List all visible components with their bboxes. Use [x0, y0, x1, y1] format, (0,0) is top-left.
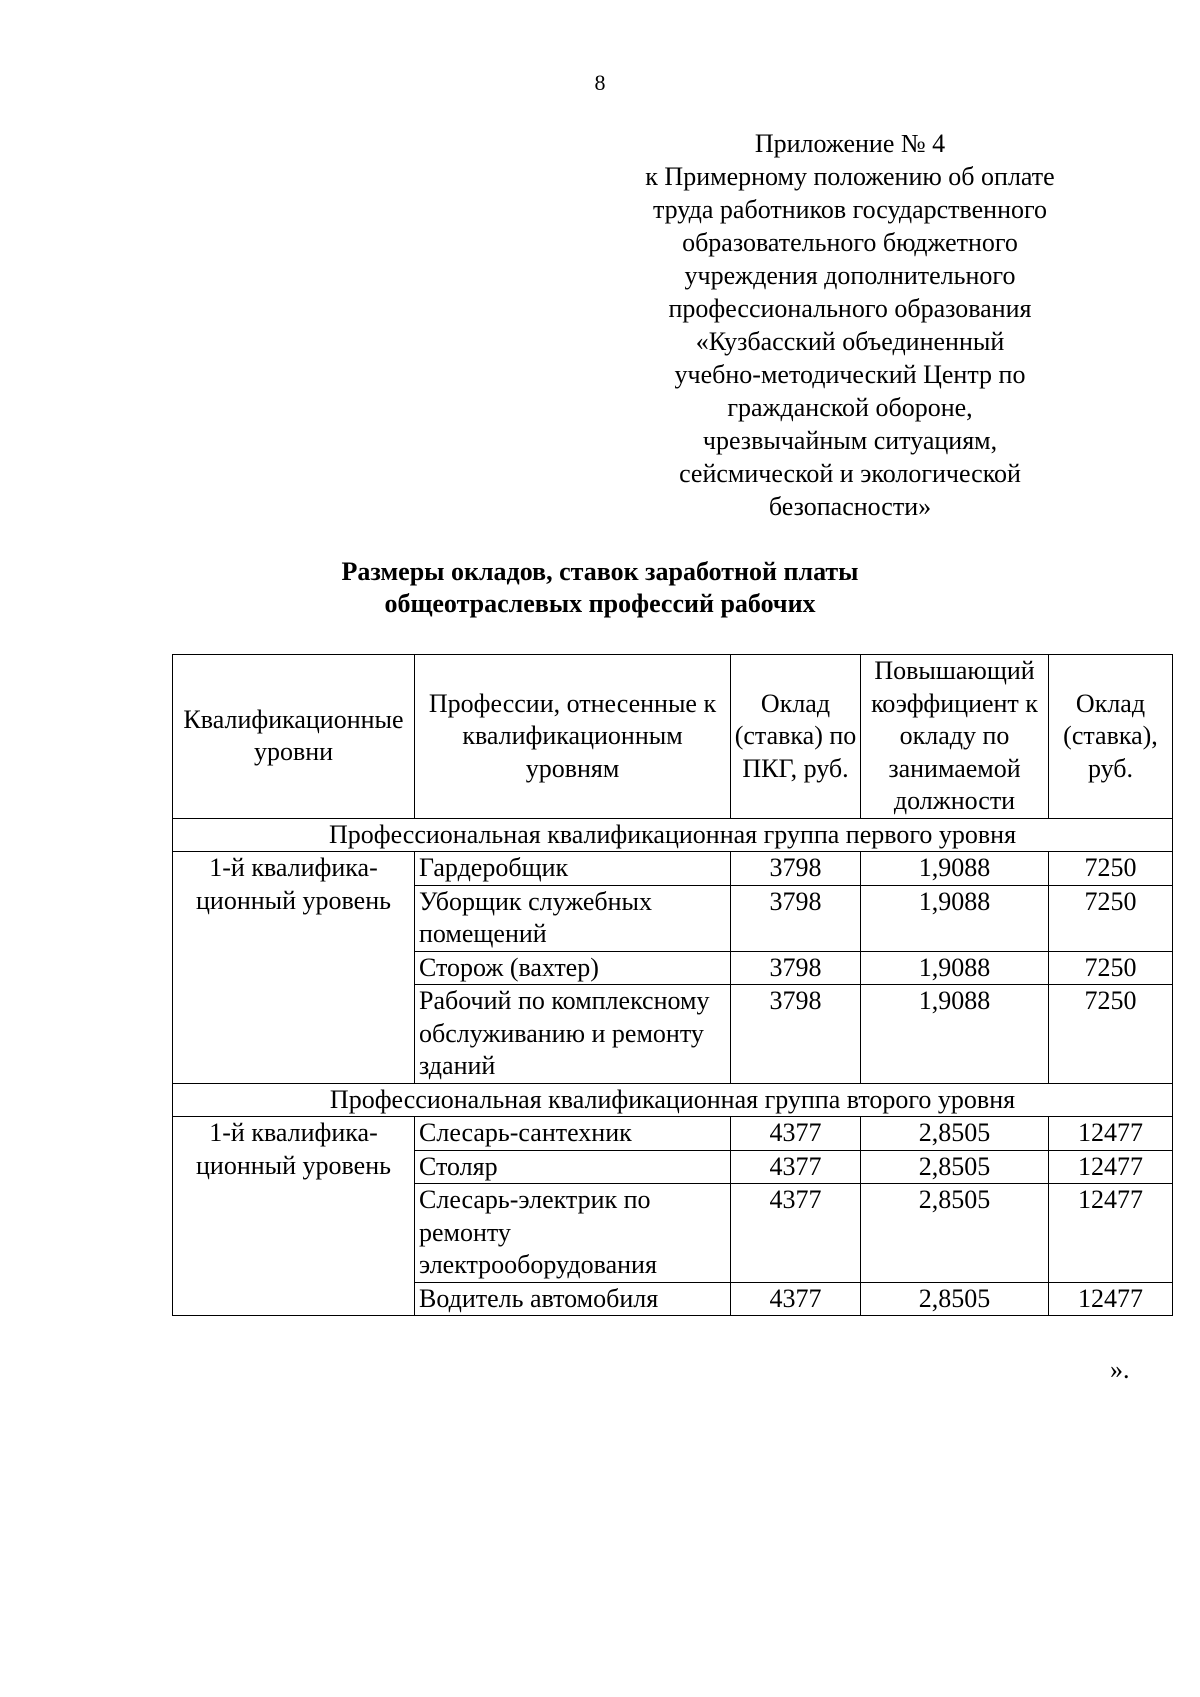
- coefficient-cell: 1,9088: [861, 951, 1049, 985]
- table-header-row: [173, 655, 1173, 819]
- header-professions: Профессии, отнесенные к квалификационным уровням: [415, 655, 731, 819]
- appendix-line: образовательного бюджетного: [682, 228, 1018, 257]
- base-salary-cell: 4377: [731, 1150, 861, 1184]
- appendix-header: [638, 127, 1062, 523]
- appendix-line: Приложение № 4: [754, 129, 946, 158]
- group-title: Профессиональная квалификационная группа первого уровня: [173, 818, 1173, 852]
- coefficient-cell: 2,8505: [861, 1282, 1049, 1316]
- coefficient-cell: 1,9088: [861, 885, 1049, 951]
- page-number: 8: [594, 70, 606, 95]
- group-row: [173, 818, 1173, 852]
- base-salary-cell: 3798: [731, 951, 861, 985]
- base-salary-cell: 3798: [731, 852, 861, 886]
- appendix-line: гражданской обороне,: [727, 393, 973, 422]
- coefficient-cell: 2,8505: [861, 1117, 1049, 1151]
- header-level: Квалификационные уровни: [173, 655, 415, 819]
- base-salary-cell: 4377: [731, 1117, 861, 1151]
- document-title: [0, 556, 1200, 620]
- header-coefficient: Повышающий коэффициент к окладу по занимаемой должности: [861, 655, 1049, 819]
- header-base-salary: Оклад (ставка) по ПКГ, руб.: [731, 655, 861, 819]
- profession-cell: Слесарь-электрик по ремонту электрооборудования: [415, 1184, 731, 1283]
- profession-cell: Уборщик служебных помещений: [415, 885, 731, 951]
- profession-cell: Столяр: [415, 1150, 731, 1184]
- profession-cell: Гардеробщик: [415, 852, 731, 886]
- base-salary-cell: 4377: [731, 1282, 861, 1316]
- appendix-line: сейсмической и экологической: [679, 459, 1021, 488]
- salary-cell: 12477: [1049, 1184, 1173, 1283]
- level-cell: 1-й квалифика-ционный уровень: [173, 852, 415, 1084]
- group-row: [173, 1083, 1173, 1117]
- salary-cell: 7250: [1049, 985, 1173, 1084]
- profession-cell: Рабочий по комплексному обслуживанию и ремонту зданий: [415, 985, 731, 1084]
- salary-cell: 12477: [1049, 1150, 1173, 1184]
- appendix-line: «Кузбасский объединенный: [695, 327, 1005, 356]
- table-row: [173, 852, 1173, 886]
- appendix-line: к Примерному положению об оплате: [645, 162, 1055, 191]
- coefficient-cell: 2,8505: [861, 1150, 1049, 1184]
- profession-cell: Слесарь-сантехник: [415, 1117, 731, 1151]
- base-salary-cell: 3798: [731, 885, 861, 951]
- header-salary: Оклад (ставка), руб.: [1049, 655, 1173, 819]
- coefficient-cell: 1,9088: [861, 852, 1049, 886]
- title-line-1: Размеры окладов, ставок заработной платы: [341, 557, 859, 586]
- group-title: Профессиональная квалификационная группа второго уровня: [173, 1083, 1173, 1117]
- appendix-line: учебно-методический Центр по: [674, 360, 1026, 389]
- appendix-line: труда работников государственного: [652, 195, 1048, 224]
- salary-cell: 7250: [1049, 885, 1173, 951]
- coefficient-cell: 2,8505: [861, 1184, 1049, 1283]
- salary-cell: 12477: [1049, 1282, 1173, 1316]
- salary-table: [172, 654, 1173, 1316]
- profession-cell: Сторож (вахтер): [415, 951, 731, 985]
- salary-cell: 7250: [1049, 951, 1173, 985]
- closing-quote-mark: ».: [1110, 1355, 1130, 1384]
- salary-cell: 7250: [1049, 852, 1173, 886]
- salary-cell: 12477: [1049, 1117, 1173, 1151]
- base-salary-cell: 4377: [731, 1184, 861, 1283]
- base-salary-cell: 3798: [731, 985, 861, 1084]
- level-cell: 1-й квалифика-ционный уровень: [173, 1117, 415, 1316]
- appendix-line: безопасности»: [768, 492, 932, 521]
- appendix-line: профессионального образования: [668, 294, 1032, 323]
- appendix-line: учреждения дополнительного: [684, 261, 1016, 290]
- table-row: [173, 1117, 1173, 1151]
- profession-cell: Водитель автомобиля: [415, 1282, 731, 1316]
- title-line-2: общеотраслевых профессий рабочих: [384, 589, 816, 618]
- coefficient-cell: 1,9088: [861, 985, 1049, 1084]
- appendix-line: чрезвычайным ситуациям,: [702, 426, 998, 455]
